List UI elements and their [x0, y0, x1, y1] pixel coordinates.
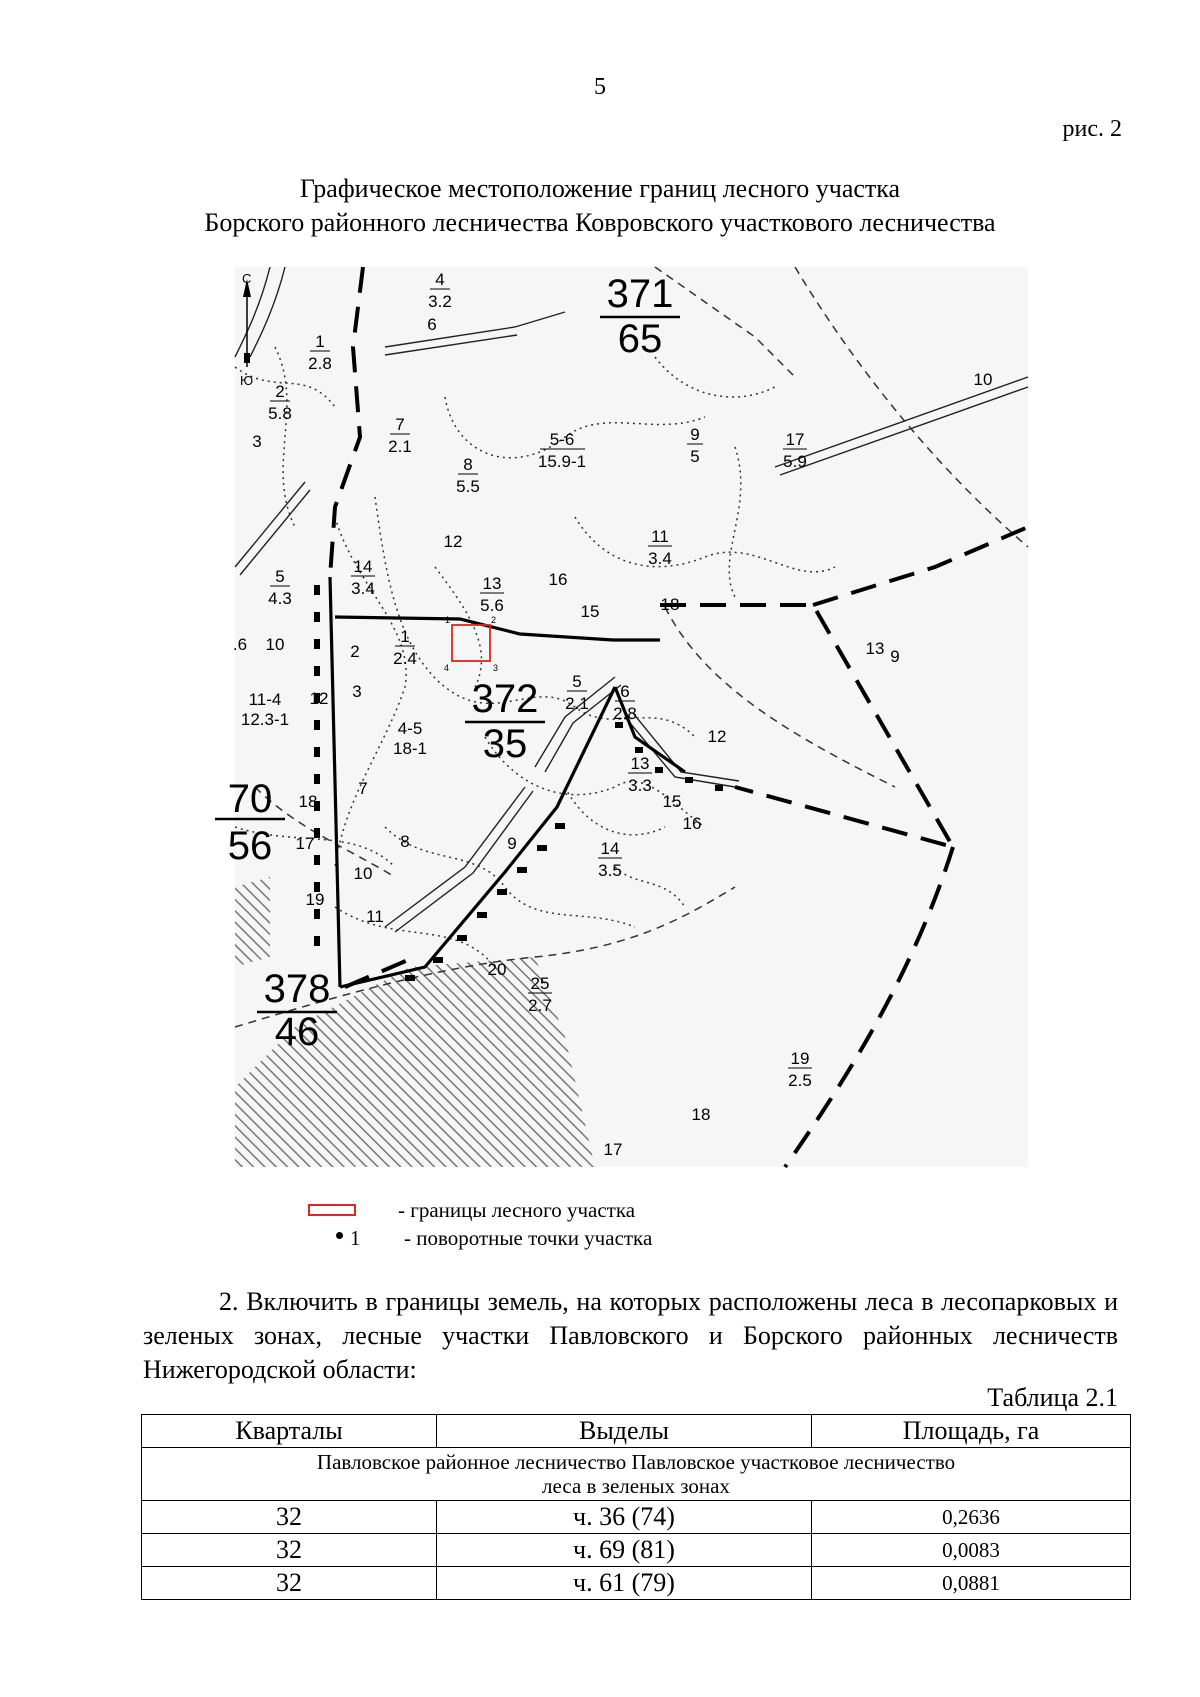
svg-text:5: 5 — [690, 447, 700, 466]
cell-plot: ч. 36 (74) — [437, 1501, 812, 1534]
svg-text:14: 14 — [353, 557, 373, 576]
section-line-2: леса в зеленых зонах — [542, 1474, 730, 1498]
figure-title-line-1: Графическое местоположение границ лесного участка — [299, 174, 901, 203]
cell-quarter: 32 — [142, 1567, 437, 1600]
quarter-371-area: 65 — [617, 317, 663, 361]
svg-text:3.2: 3.2 — [428, 292, 452, 311]
svg-text:13: 13 — [865, 639, 885, 658]
svg-text:25: 25 — [530, 974, 550, 993]
svg-text:1: 1 — [400, 627, 410, 646]
svg-text:18: 18 — [691, 1105, 711, 1124]
legend-point-number: 1 — [350, 1226, 361, 1250]
figure-title-line-2: Борского районного лесничества Ковровского участкового лесничества — [204, 208, 996, 237]
svg-text:10: 10 — [353, 864, 373, 883]
svg-text:17: 17 — [603, 1140, 623, 1159]
svg-text:12: 12 — [309, 689, 329, 708]
turning-point-4: 4 — [444, 663, 450, 673]
forest-plot-map — [227, 267, 1028, 1167]
table-label: Таблица 2.1 — [987, 1383, 1118, 1412]
svg-text:15.9-1: 15.9-1 — [537, 452, 587, 471]
quarter-70-area: 56 — [227, 824, 273, 868]
figure-title — [0, 172, 1200, 240]
svg-text:18: 18 — [660, 595, 680, 614]
svg-text:13: 13 — [630, 754, 650, 773]
cell-quarter: 32 — [142, 1534, 437, 1567]
svg-text:6: 6 — [427, 315, 437, 334]
svg-text:2: 2 — [350, 642, 360, 661]
svg-text:2.8: 2.8 — [613, 704, 637, 723]
svg-text:11-4: 11-4 — [248, 690, 282, 709]
cell-quarter: 32 — [142, 1501, 437, 1534]
page-number: 5 — [594, 74, 606, 100]
svg-text:2.4: 2.4 — [393, 649, 417, 668]
turning-point-1: 1 — [445, 615, 451, 625]
svg-text:2.5: 2.5 — [788, 1071, 812, 1090]
svg-text:9: 9 — [507, 834, 517, 853]
svg-text:5.8: 5.8 — [268, 404, 292, 423]
compass-south: Ю — [240, 373, 254, 388]
quarter-371-number: 371 — [606, 272, 674, 316]
svg-text:4: 4 — [435, 270, 445, 289]
table-header-row — [142, 1415, 1131, 1448]
svg-text:2.7: 2.7 — [528, 996, 552, 1015]
svg-text:20: 20 — [487, 960, 507, 979]
svg-text:2: 2 — [275, 382, 285, 401]
svg-text:10: 10 — [265, 635, 285, 654]
svg-text:1: 1 — [315, 332, 325, 351]
svg-text:8: 8 — [463, 455, 473, 474]
table-row — [142, 1501, 1131, 1534]
section-cell — [142, 1448, 1131, 1501]
turning-point-2: 2 — [491, 615, 497, 625]
header-area: Площадь, га — [812, 1415, 1131, 1448]
svg-text:14: 14 — [600, 839, 620, 858]
svg-text:13: 13 — [482, 574, 502, 593]
svg-text:9: 9 — [690, 425, 700, 444]
hatched-area-left — [235, 877, 270, 967]
compass-north: С — [242, 271, 252, 286]
quarter-378-number: 378 — [263, 967, 331, 1011]
svg-text:15: 15 — [662, 792, 682, 811]
svg-text:2.8: 2.8 — [308, 354, 332, 373]
svg-text:11: 11 — [651, 527, 669, 546]
svg-text:4-5: 4-5 — [397, 719, 423, 738]
svg-text:3.5: 3.5 — [598, 861, 622, 880]
svg-text:12.3-1: 12.3-1 — [240, 710, 290, 729]
svg-text:9: 9 — [890, 647, 900, 666]
svg-text:.6: .6 — [232, 635, 248, 654]
svg-text:8: 8 — [400, 832, 410, 851]
svg-text:3: 3 — [352, 682, 362, 701]
plots-table — [141, 1414, 1131, 1600]
legend-points-text: - поворотные точки участка — [404, 1226, 653, 1250]
svg-text:17: 17 — [785, 430, 805, 449]
legend-boundary-text: - границы лесного участка — [398, 1198, 636, 1222]
svg-text:3: 3 — [252, 432, 262, 451]
quarter-372-number: 372 — [471, 677, 539, 721]
svg-text:4.3: 4.3 — [268, 589, 292, 608]
svg-text:5: 5 — [275, 567, 285, 586]
turning-point-dot-icon — [336, 1232, 343, 1239]
cell-plot: ч. 61 (79) — [437, 1567, 812, 1600]
svg-text:6: 6 — [620, 682, 630, 701]
header-plots: Выделы — [437, 1415, 812, 1448]
svg-text:12: 12 — [443, 532, 463, 551]
body-paragraph: 2. Включить в границы земель, на которых расположены леса в лесопарковых и зеленых зонах, лесные участки Павловского и Борского районных лесничеств Нижегородской области: — [143, 1287, 1118, 1384]
table-row — [142, 1567, 1131, 1600]
turning-point-3: 3 — [493, 663, 499, 673]
svg-text:7: 7 — [395, 415, 405, 434]
svg-text:3.4: 3.4 — [648, 549, 672, 568]
svg-text:18-1: 18-1 — [392, 739, 428, 758]
quarter-372-area: 35 — [482, 722, 528, 766]
svg-text:5.5: 5.5 — [456, 477, 480, 496]
svg-text:5.6: 5.6 — [480, 596, 504, 615]
header-quarters: Кварталы — [142, 1415, 437, 1448]
quarter-378-area: 46 — [274, 1010, 320, 1054]
svg-text:5.9: 5.9 — [783, 452, 807, 471]
figure-label: рис. 2 — [1062, 116, 1122, 142]
svg-text:3.4: 3.4 — [351, 579, 375, 598]
svg-text:11: 11 — [366, 907, 384, 926]
section-line-1: Павловское районное лесничество Павловское участковое лесничество — [316, 1450, 956, 1474]
table-row — [142, 1534, 1131, 1567]
svg-text:2.1: 2.1 — [388, 437, 412, 456]
svg-text:12: 12 — [707, 727, 727, 746]
svg-text:7: 7 — [358, 779, 368, 798]
svg-text:17: 17 — [295, 834, 315, 853]
cell-area: 0,2636 — [812, 1501, 1131, 1534]
svg-text:18: 18 — [298, 792, 318, 811]
cell-area: 0,0881 — [812, 1567, 1131, 1600]
boundary-swatch — [308, 1204, 356, 1216]
svg-text:10: 10 — [973, 370, 993, 389]
quarter-70-number: 70 — [227, 777, 273, 821]
svg-text:3.3: 3.3 — [628, 776, 652, 795]
svg-text:5: 5 — [572, 672, 582, 691]
table-section-row — [142, 1448, 1131, 1501]
svg-text:19: 19 — [790, 1049, 810, 1068]
svg-text:2.1: 2.1 — [565, 694, 589, 713]
cell-plot: ч. 69 (81) — [437, 1534, 812, 1567]
svg-text:16: 16 — [548, 570, 568, 589]
svg-text:15: 15 — [580, 602, 600, 621]
svg-text:16: 16 — [682, 814, 702, 833]
svg-text:5-6: 5-6 — [549, 430, 575, 449]
svg-text:19: 19 — [305, 890, 325, 909]
cell-area: 0,0083 — [812, 1534, 1131, 1567]
